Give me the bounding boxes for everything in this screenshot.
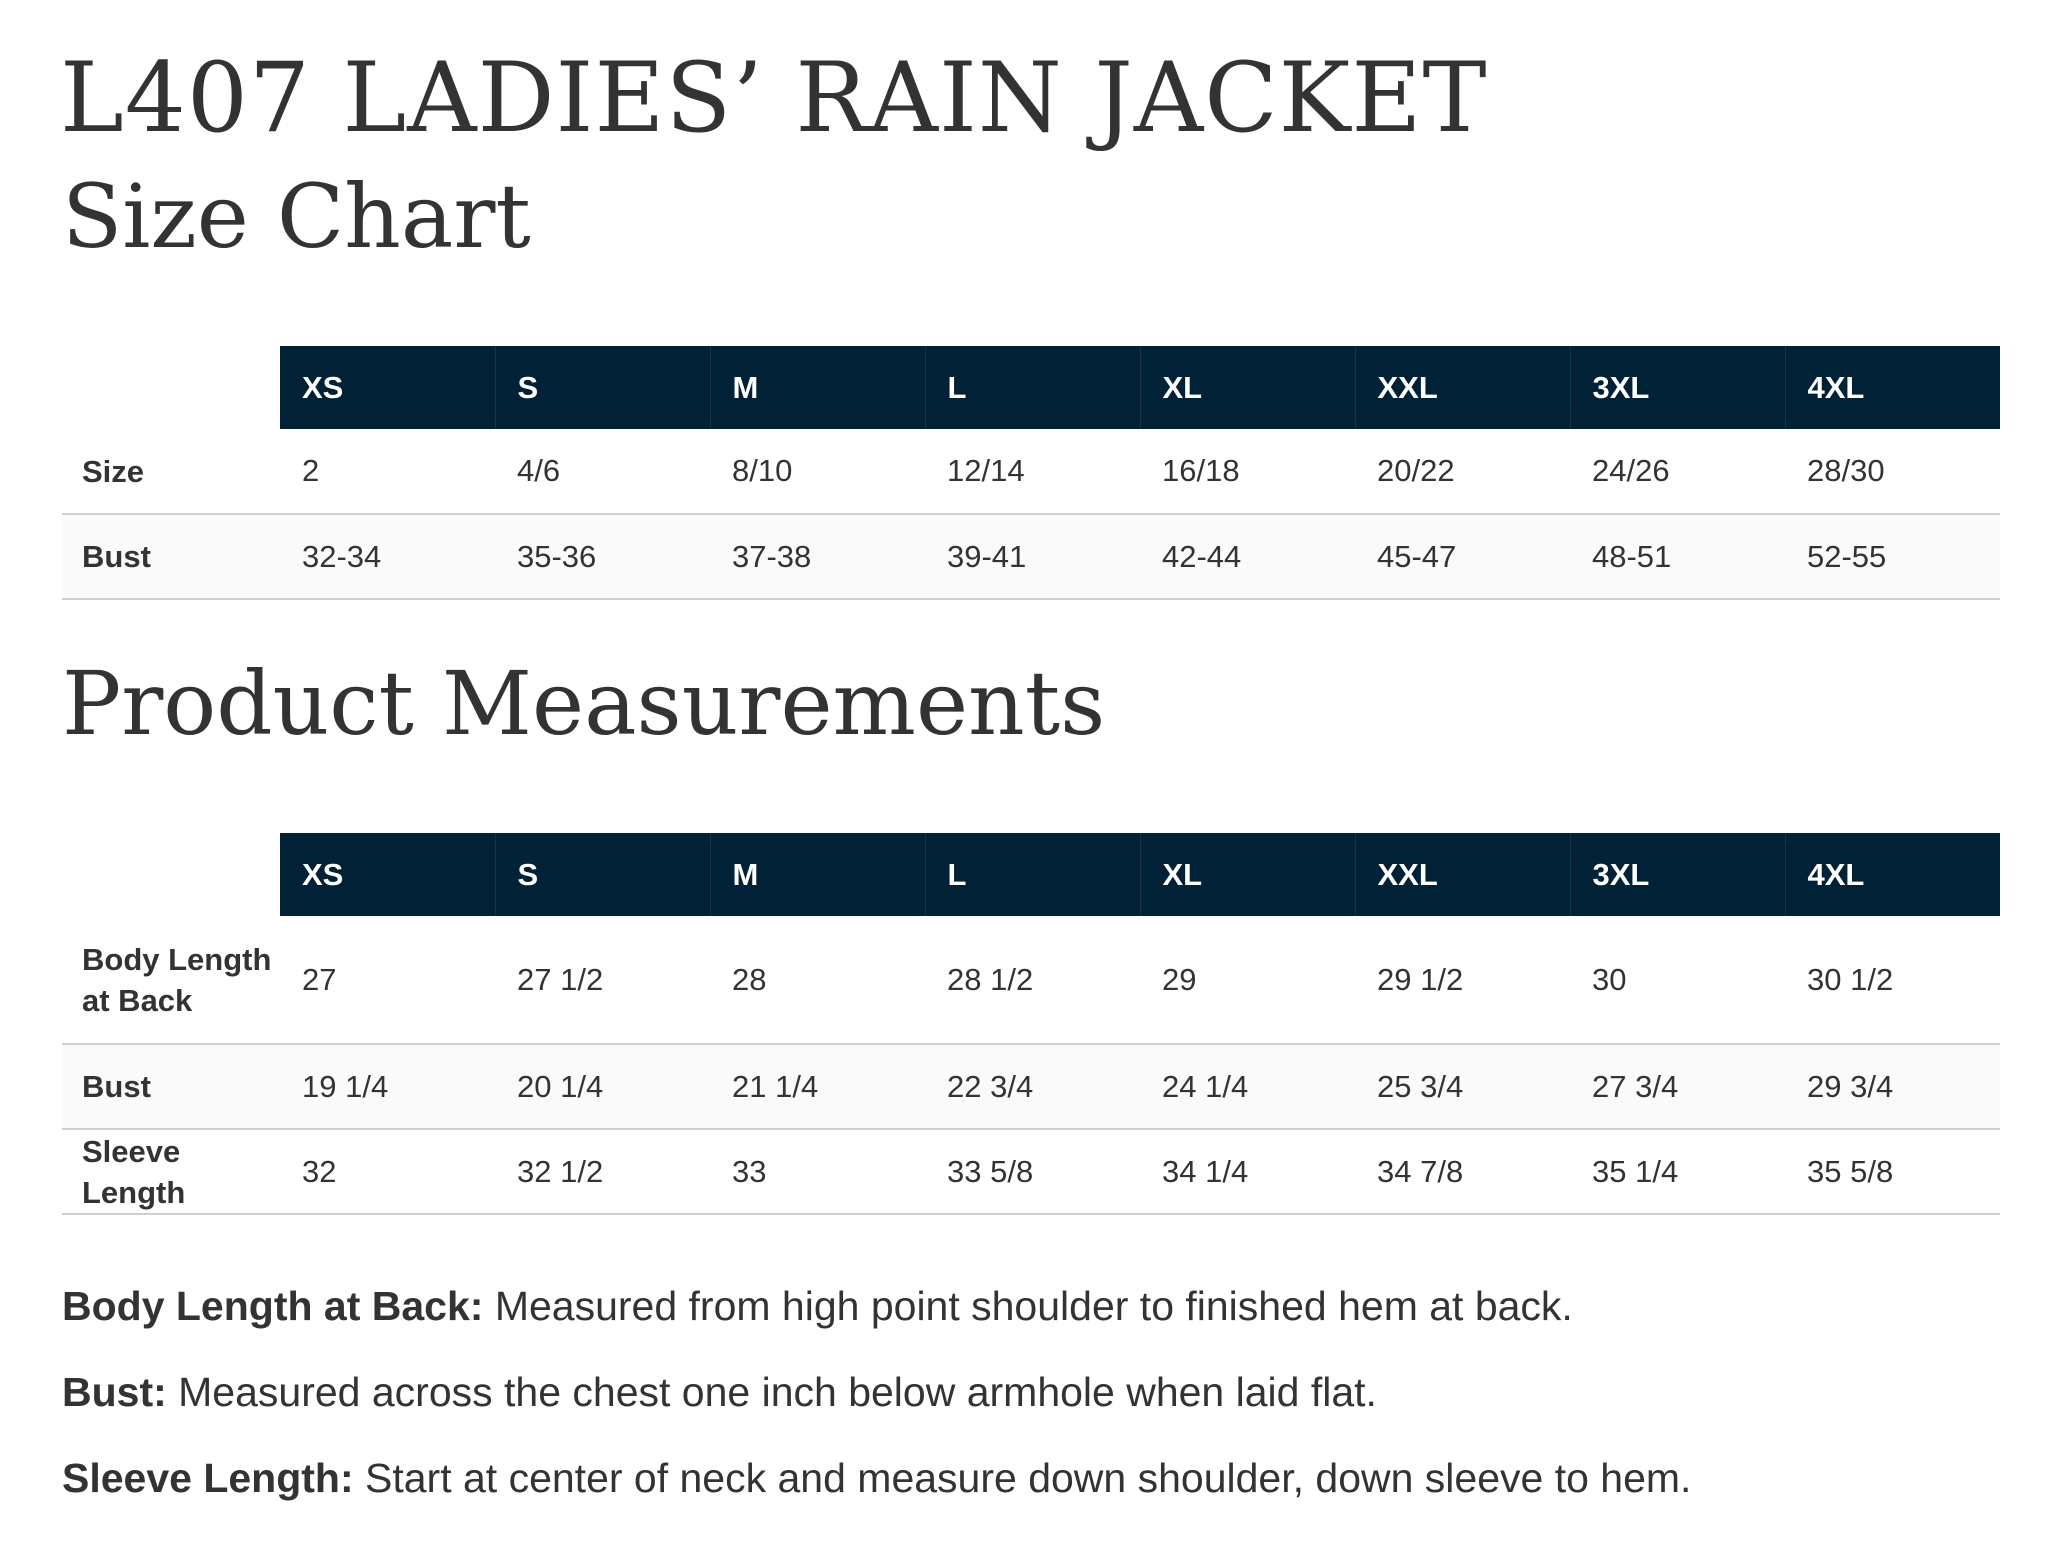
note-sleeve-length (62, 1454, 1691, 1502)
table-cell: 30 (1570, 916, 1785, 1044)
table-cell: 24/26 (1570, 429, 1785, 514)
table-cell: 45-47 (1355, 514, 1570, 599)
size-chart-heading: Size Chart (62, 165, 531, 268)
table-row (62, 514, 2000, 599)
table-cell: 30 1/2 (1785, 916, 2000, 1044)
row-label: Bust (62, 1044, 280, 1129)
column-header: XS (280, 833, 495, 916)
size-chart-header-row (62, 346, 2000, 429)
note-text: Measured across the chest one inch below armhole when laid flat. (166, 1369, 1377, 1415)
table-cell: 34 1/4 (1140, 1129, 1355, 1214)
table-cell: 37-38 (710, 514, 925, 599)
table-cell: 35 1/4 (1570, 1129, 1785, 1214)
table-cell: 28 (710, 916, 925, 1044)
table-cell: 32 1/2 (495, 1129, 710, 1214)
column-header: L (925, 833, 1140, 916)
table-cell: 33 5/8 (925, 1129, 1140, 1214)
note-text: Start at center of neck and measure down shoulder, down sleeve to hem. (353, 1455, 1692, 1501)
header-empty-cell (62, 833, 280, 916)
table-cell: 29 1/2 (1355, 916, 1570, 1044)
column-header: 4XL (1785, 346, 2000, 429)
column-header: M (710, 346, 925, 429)
table-cell: 22 3/4 (925, 1044, 1140, 1129)
note-term: Sleeve Length: (62, 1455, 354, 1501)
table-cell: 28 1/2 (925, 916, 1140, 1044)
table-cell: 33 (710, 1129, 925, 1214)
table-cell: 20/22 (1355, 429, 1570, 514)
table-cell: 48-51 (1570, 514, 1785, 599)
page-title: L407 LADIES’ RAIN JACKET (60, 42, 1488, 154)
table-cell: 42-44 (1140, 514, 1355, 599)
table-cell: 12/14 (925, 429, 1140, 514)
measurement-notes (62, 1282, 1691, 1540)
column-header: XL (1140, 833, 1355, 916)
table-cell: 24 1/4 (1140, 1044, 1355, 1129)
size-chart-table (62, 346, 2000, 600)
column-header: XXL (1355, 346, 1570, 429)
column-header: S (495, 346, 710, 429)
table-cell: 25 3/4 (1355, 1044, 1570, 1129)
table-cell: 32-34 (280, 514, 495, 599)
table-cell: 29 3/4 (1785, 1044, 2000, 1129)
table-cell: 27 3/4 (1570, 1044, 1785, 1129)
note-term: Bust: (62, 1369, 167, 1415)
table-cell: 4/6 (495, 429, 710, 514)
measurements-header-row (62, 833, 2000, 916)
product-measurements-heading: Product Measurements (62, 652, 1106, 755)
column-header: XL (1140, 346, 1355, 429)
column-header: S (495, 833, 710, 916)
row-label: Size (62, 429, 280, 514)
table-cell: 29 (1140, 916, 1355, 1044)
table-cell: 8/10 (710, 429, 925, 514)
column-header: XS (280, 346, 495, 429)
table-cell: 19 1/4 (280, 1044, 495, 1129)
table-row (62, 916, 2000, 1044)
table-row (62, 429, 2000, 514)
note-body-length (62, 1282, 1691, 1330)
column-header: L (925, 346, 1140, 429)
table-cell: 28/30 (1785, 429, 2000, 514)
table-cell: 20 1/4 (495, 1044, 710, 1129)
table-cell: 39-41 (925, 514, 1140, 599)
note-term: Body Length at Back: (62, 1283, 484, 1329)
note-text: Measured from high point shoulder to finished hem at back. (483, 1283, 1573, 1329)
table-cell: 21 1/4 (710, 1044, 925, 1129)
table-cell: 34 7/8 (1355, 1129, 1570, 1214)
table-cell: 2 (280, 429, 495, 514)
row-label: Bust (62, 514, 280, 599)
column-header: M (710, 833, 925, 916)
table-cell: 27 1/2 (495, 916, 710, 1044)
table-cell: 27 (280, 916, 495, 1044)
table-cell: 16/18 (1140, 429, 1355, 514)
table-cell: 52-55 (1785, 514, 2000, 599)
table-cell: 35-36 (495, 514, 710, 599)
product-measurements-table (62, 833, 2000, 1215)
column-header: 3XL (1570, 833, 1785, 916)
table-cell: 35 5/8 (1785, 1129, 2000, 1214)
header-empty-cell (62, 346, 280, 429)
table-row (62, 1044, 2000, 1129)
column-header: 4XL (1785, 833, 2000, 916)
row-label: Body Length at Back (62, 916, 280, 1044)
table-cell: 32 (280, 1129, 495, 1214)
table-row (62, 1129, 2000, 1214)
row-label: Sleeve Length (62, 1129, 280, 1214)
note-bust (62, 1368, 1691, 1416)
column-header: 3XL (1570, 346, 1785, 429)
column-header: XXL (1355, 833, 1570, 916)
